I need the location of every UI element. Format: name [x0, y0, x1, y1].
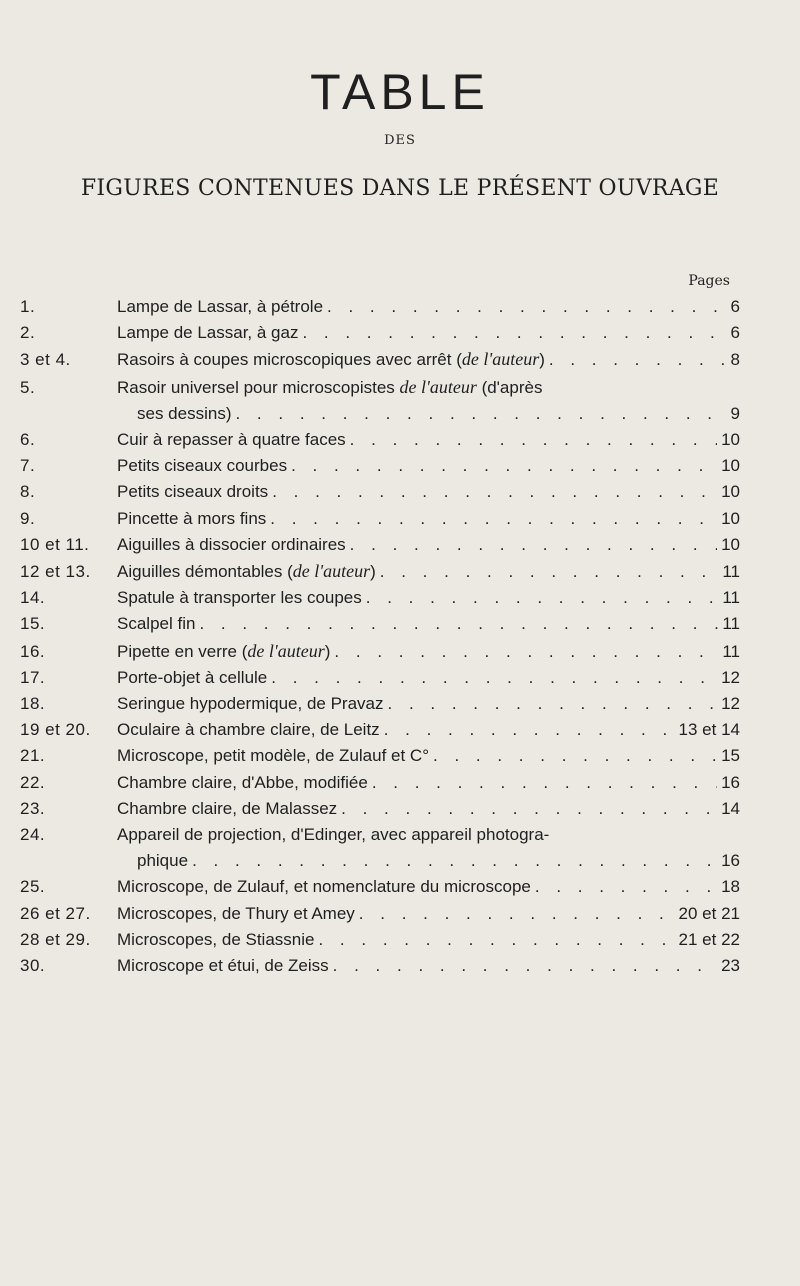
- figure-title: Rasoirs à coupes microscopiques avec arrêt (de l'auteur): [117, 349, 545, 370]
- figure-title: Microscopes, de Thury et Amey: [117, 903, 355, 923]
- dot-leader: [323, 294, 727, 320]
- page-number: 10: [721, 508, 740, 528]
- figure-title-italic: de l'auteur: [247, 640, 325, 661]
- toc-entry: [20, 346, 740, 373]
- page-number: 10: [721, 534, 740, 554]
- figure-number: 2.: [20, 323, 36, 343]
- dot-leader: [346, 427, 717, 453]
- figure-title: Pipette en verre (de l'auteur): [117, 640, 331, 661]
- figure-number: 30.: [20, 956, 46, 976]
- figure-number: 16.: [20, 641, 46, 661]
- figure-number: 18.: [20, 694, 46, 714]
- figure-number: 12 et 13.: [20, 562, 91, 582]
- figure-title: Chambre claire, de Malassez: [117, 798, 338, 818]
- figure-number: 15.: [20, 614, 46, 634]
- dot-leader: [298, 320, 726, 346]
- dot-leader: [266, 506, 717, 532]
- figure-number: 22.: [20, 772, 46, 792]
- page-number: 10: [721, 482, 740, 502]
- page-number: 11: [722, 562, 740, 582]
- toc-entry: [20, 294, 740, 320]
- page-number: 11: [722, 641, 740, 661]
- figure-number: 28 et 29.: [20, 929, 91, 949]
- figure-number: 24.: [20, 825, 46, 845]
- figure-number: 17.: [20, 667, 46, 687]
- figure-number: 14.: [20, 588, 46, 608]
- toc-entry: [20, 953, 740, 979]
- dot-leader: [376, 559, 719, 585]
- page-number: 10: [721, 430, 740, 450]
- toc-entry: [20, 532, 740, 558]
- toc-entry: [20, 585, 740, 611]
- dot-leader: [231, 401, 726, 427]
- figure-title: Rasoir universel pour microscopistes de l'auteur (d'après: [117, 376, 543, 397]
- dot-leader: [368, 770, 717, 796]
- page-number: 16: [721, 851, 740, 871]
- toc-entry: [20, 691, 740, 717]
- toc-entry: [20, 611, 740, 637]
- toc-entry: [20, 796, 740, 822]
- figure-title: Chambre claire, d'Abbe, modifiée: [117, 772, 368, 792]
- figure-title: Microscopes, de Stiassnie: [117, 929, 315, 949]
- figure-title-italic: de l'auteur: [461, 349, 540, 370]
- page-number: 21 et 22: [678, 929, 740, 949]
- dot-leader: [346, 532, 717, 558]
- toc-entry: [20, 427, 740, 453]
- toc-entry: [20, 506, 740, 532]
- dot-leader: [267, 665, 717, 691]
- page-number: 12: [721, 667, 740, 687]
- figure-title: Microscope, de Zulauf, et nomenclature du microscope: [117, 877, 531, 897]
- figure-title: Microscope et étui, de Zeiss: [117, 956, 329, 976]
- toc-entry: [20, 770, 740, 796]
- dot-leader: [188, 848, 717, 874]
- toc-entry: [20, 638, 740, 665]
- figure-title: Lampe de Lassar, à gaz: [117, 323, 299, 343]
- figure-title-continuation: phique: [137, 851, 189, 871]
- figure-title: Microscope, petit modèle, de Zulauf et C°: [117, 746, 430, 766]
- figure-title: Cuir à repasser à quatre faces: [117, 430, 346, 450]
- figure-number: 8.: [20, 482, 36, 502]
- figure-number: 21.: [20, 746, 46, 766]
- page-number: 11: [722, 614, 740, 634]
- toc-entry: [20, 320, 740, 346]
- pages-column-header: Pages: [688, 273, 730, 289]
- dot-leader: [314, 927, 674, 953]
- toc-entry: [20, 822, 740, 874]
- toc-entry: [20, 743, 740, 769]
- dot-leader: [531, 874, 717, 900]
- figure-title: Petits ciseaux droits: [117, 482, 269, 502]
- figure-number: 1.: [20, 297, 36, 316]
- dot-leader: [380, 717, 675, 743]
- toc-entry: [20, 901, 740, 927]
- dot-leader: [429, 743, 717, 769]
- subtitle-des: DES: [384, 133, 416, 148]
- page-number: 6: [730, 297, 740, 316]
- dot-leader: [329, 953, 717, 979]
- figure-title-italic: de l'auteur: [292, 561, 371, 582]
- toc-entry: [20, 453, 740, 479]
- figure-title: Oculaire à chambre claire, de Leitz: [117, 720, 380, 740]
- figure-number: 9.: [20, 508, 36, 528]
- figure-title: Spatule à transporter les coupes: [117, 588, 362, 608]
- toc-entry: [20, 665, 740, 691]
- figure-number: 6.: [20, 430, 36, 450]
- dot-leader: [337, 796, 717, 822]
- page-number: 13 et 14: [678, 720, 740, 740]
- figure-number: 23.: [20, 798, 46, 818]
- page-number: 10: [721, 456, 740, 476]
- figure-number: 10 et 11.: [20, 534, 90, 554]
- dot-leader: [362, 585, 719, 611]
- page-number: 6: [730, 323, 740, 343]
- figure-number: 5.: [20, 377, 36, 397]
- dot-leader: [545, 347, 727, 373]
- figure-title: Aiguilles démontables (de l'auteur): [117, 561, 376, 582]
- figure-number: 3 et 4.: [20, 350, 71, 370]
- figure-number: 25.: [20, 877, 46, 897]
- figure-title: Petits ciseaux courbes: [117, 456, 288, 476]
- figure-title-continuation: ses dessins): [137, 403, 232, 423]
- toc-entry: [20, 717, 740, 743]
- figure-title-italic: de l'auteur: [399, 376, 477, 397]
- figure-number: 26 et 27.: [20, 903, 91, 923]
- figure-number: 19 et 20.: [20, 720, 91, 740]
- toc-entry: [20, 479, 740, 505]
- page-number: 11: [722, 588, 740, 608]
- toc-entry: [20, 558, 740, 585]
- toc-entry: [20, 927, 740, 953]
- dot-leader: [268, 479, 717, 505]
- page-number: 16: [721, 772, 740, 792]
- dot-leader: [195, 611, 718, 637]
- figure-title: Seringue hypodermique, de Pravaz: [117, 694, 384, 714]
- page-title: TABLE: [310, 64, 490, 120]
- figure-title: Porte-objet à cellule: [117, 667, 268, 687]
- dot-leader: [287, 453, 717, 479]
- table-of-figures: [20, 294, 740, 979]
- page-number: 8: [730, 350, 740, 370]
- figure-title: Aiguilles à dissocier ordinaires: [117, 534, 346, 554]
- figure-title: Lampe de Lassar, à pétrole: [117, 297, 324, 316]
- dot-leader: [384, 691, 718, 717]
- page-number: 9: [730, 403, 740, 423]
- page-number: 20 et 21: [678, 903, 740, 923]
- figure-title: Pincette à mors fins: [117, 508, 267, 528]
- figure-title: Scalpel fin: [117, 614, 196, 634]
- toc-entry: [20, 874, 740, 900]
- page-number: 14: [721, 798, 740, 818]
- page-number: 18: [721, 877, 740, 897]
- toc-entry: [20, 374, 740, 427]
- page-number: 15: [721, 746, 740, 766]
- figure-number: 7.: [20, 456, 36, 476]
- page-subtitle: FIGURES CONTENUES DANS LE PRÉSENT OUVRAGE: [80, 176, 720, 201]
- page-number: 23: [721, 956, 740, 976]
- page-number: 12: [721, 694, 740, 714]
- dot-leader: [330, 639, 718, 665]
- figure-title: Appareil de projection, d'Edinger, avec appareil photogra-: [117, 825, 550, 845]
- dot-leader: [355, 901, 675, 927]
